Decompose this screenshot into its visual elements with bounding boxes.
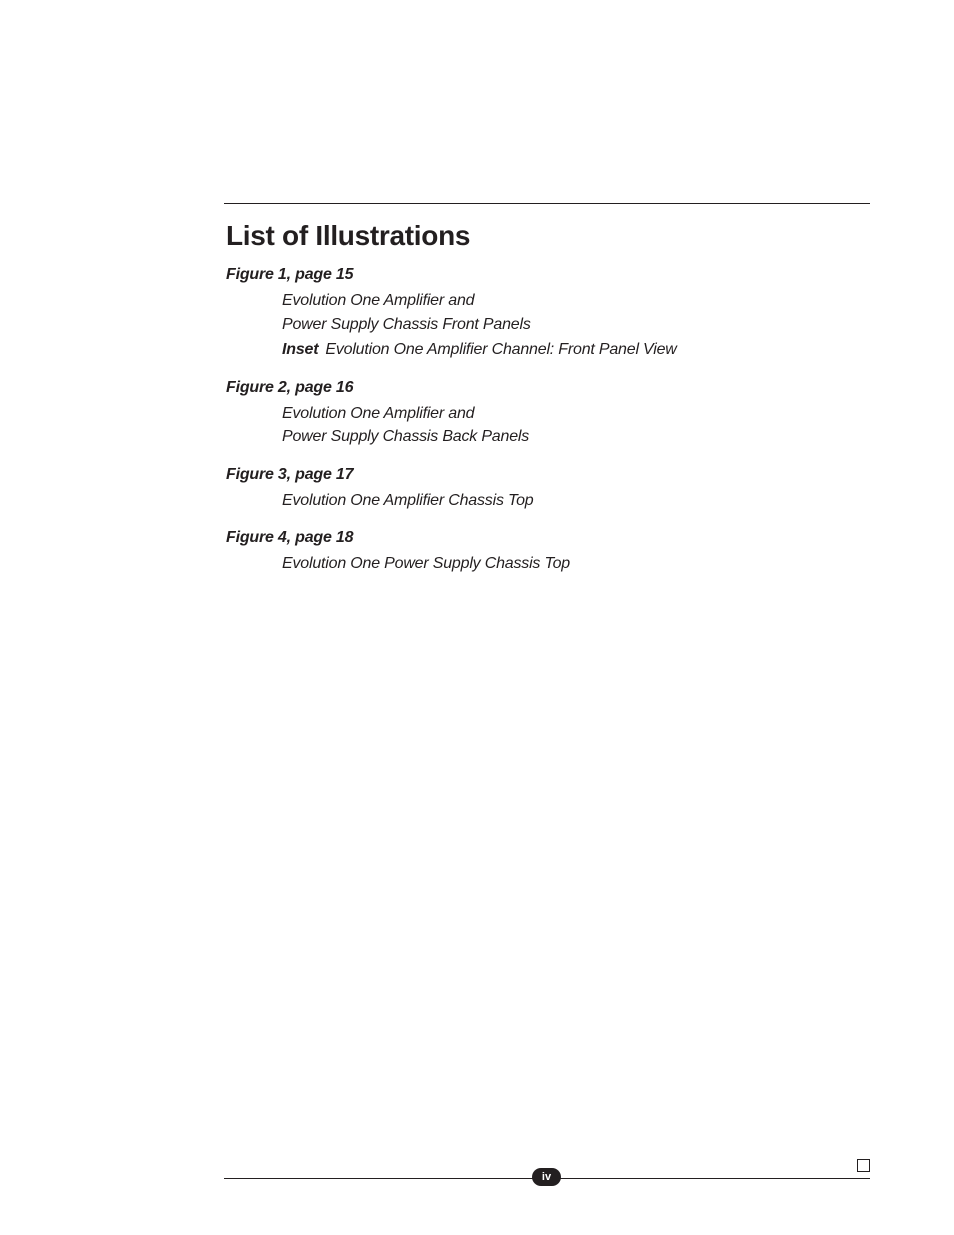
inset-text: Evolution One Amplifier Channel: Front Panel View [325,341,677,358]
figure-inset [282,338,866,362]
page-number-badge: iv [532,1168,561,1186]
figure-heading: Figure 1, page 15 [226,266,354,283]
figure-description [282,289,866,362]
figure-entry-1 [226,263,866,362]
figure-description-line: Evolution One Power Supply Chassis Top [282,555,570,572]
figure-entry-2 [226,376,866,449]
top-divider [224,203,870,204]
figure-heading: Figure 3, page 17 [226,465,354,483]
figure-description-line: Evolution One Amplifier and [282,404,475,422]
figure-description [282,489,866,513]
figure-description [282,402,866,449]
figure-description-line: Evolution One Amplifier and [282,292,475,309]
figure-description-line: Evolution One Amplifier Chassis Top [282,491,534,509]
figure-description-line: Power Supply Chassis Back Panels [282,428,530,445]
figure-description [282,552,866,576]
figure-entry-3 [226,463,866,513]
page-title: List of Illustrations [226,220,471,251]
figure-description-line: Power Supply Chassis Front Panels [282,315,531,333]
corner-box-mark [857,1159,870,1172]
figure-entry-4 [226,526,866,576]
figure-heading: Figure 2, page 16 [226,378,354,396]
inset-label: Inset [282,341,319,358]
illustrations-list [226,263,866,590]
figure-heading: Figure 4, page 18 [226,529,354,546]
